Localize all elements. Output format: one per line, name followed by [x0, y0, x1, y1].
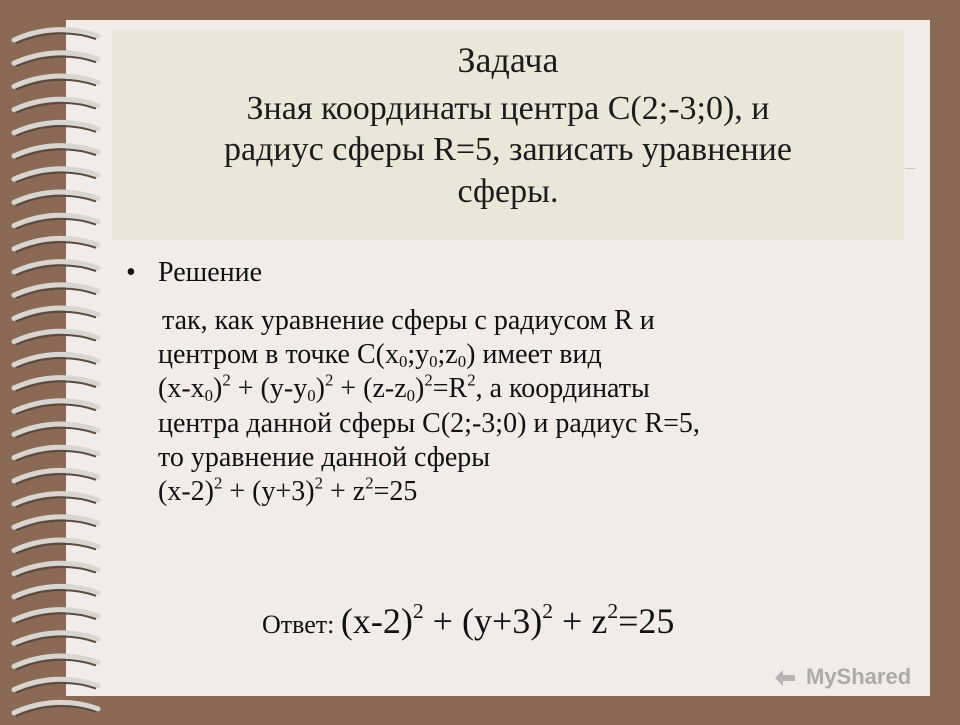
- subscript: 0: [406, 386, 416, 406]
- watermark-text: MyShared: [806, 664, 912, 689]
- superscript: 2: [324, 370, 334, 390]
- superscript: 2: [213, 473, 223, 493]
- text-seg: + (z-z: [333, 373, 407, 405]
- superscript: 2: [365, 473, 374, 493]
- subscript: 0: [204, 386, 214, 406]
- superscript: 2: [412, 598, 424, 623]
- myshared-logo-icon: [772, 666, 798, 688]
- text-seg: ): [213, 373, 223, 405]
- answer-label: Ответ:: [262, 610, 341, 639]
- text-seg: ) имеет вид: [466, 339, 602, 371]
- text-seg: ): [415, 373, 425, 405]
- superscript: 2: [467, 370, 476, 390]
- text-seg: , а координаты: [475, 373, 650, 405]
- text-seg: =R: [432, 373, 468, 405]
- slide-title: [112, 42, 904, 212]
- bullet-solution: [126, 256, 906, 290]
- superscript: 2: [222, 370, 231, 390]
- text-seg: (x-2): [158, 475, 214, 507]
- superscript: 2: [542, 598, 554, 623]
- text-seg: ;y: [407, 339, 430, 371]
- solution-body: [126, 256, 906, 509]
- rule-line: [905, 168, 915, 169]
- task-line-1: Зная координаты центра С(2;-3;0), и: [246, 89, 770, 127]
- answer: [262, 600, 862, 642]
- text-seg: =25: [373, 475, 418, 507]
- superscript: 2: [424, 370, 433, 390]
- spiral-binding: [0, 0, 66, 720]
- solution-line-2: [158, 338, 906, 372]
- subscript: 0: [307, 386, 316, 406]
- solution-line-3: [158, 372, 906, 406]
- watermark: [772, 660, 932, 694]
- text-seg: + (y-y: [230, 373, 308, 405]
- superscript: 2: [314, 473, 323, 493]
- task-line-2: радиус сферы R=5, записать уравнение: [224, 131, 792, 169]
- bullet-icon: •: [126, 257, 136, 288]
- bullet-label: Решение: [158, 257, 263, 288]
- text-seg: + z: [323, 475, 366, 507]
- solution-line-1: так, как уравнение сферы с радиусом R и: [162, 305, 655, 337]
- text-seg: ): [315, 373, 325, 405]
- subscript: 0: [398, 352, 408, 372]
- text-seg: ;z: [437, 339, 458, 371]
- solution-line-4: центра данной сферы С(2;-3;0) и радиус R=5,: [158, 407, 700, 439]
- text-seg: центром в точке С(x: [158, 339, 399, 371]
- text-seg: + z: [553, 601, 608, 641]
- subscript: 0: [429, 352, 438, 372]
- solution-line-6: [158, 475, 906, 509]
- superscript: 2: [607, 598, 619, 623]
- solution-paragraph: [126, 304, 906, 509]
- task-line-3: сферы.: [457, 172, 559, 210]
- text-seg: + (y+3): [423, 601, 543, 641]
- text-seg: + (y+3): [222, 475, 315, 507]
- spiral-coils-icon: [0, 0, 110, 720]
- subscript: 0: [457, 352, 467, 372]
- text-seg: (x-x: [158, 373, 205, 405]
- answer-formula: [340, 598, 675, 641]
- solution-line-5: то уравнение данной сферы: [158, 441, 491, 473]
- text-seg: (x-2): [340, 601, 413, 641]
- title-heading: Задача: [457, 40, 559, 80]
- task-text: [112, 88, 904, 212]
- text-seg: =25: [618, 601, 675, 641]
